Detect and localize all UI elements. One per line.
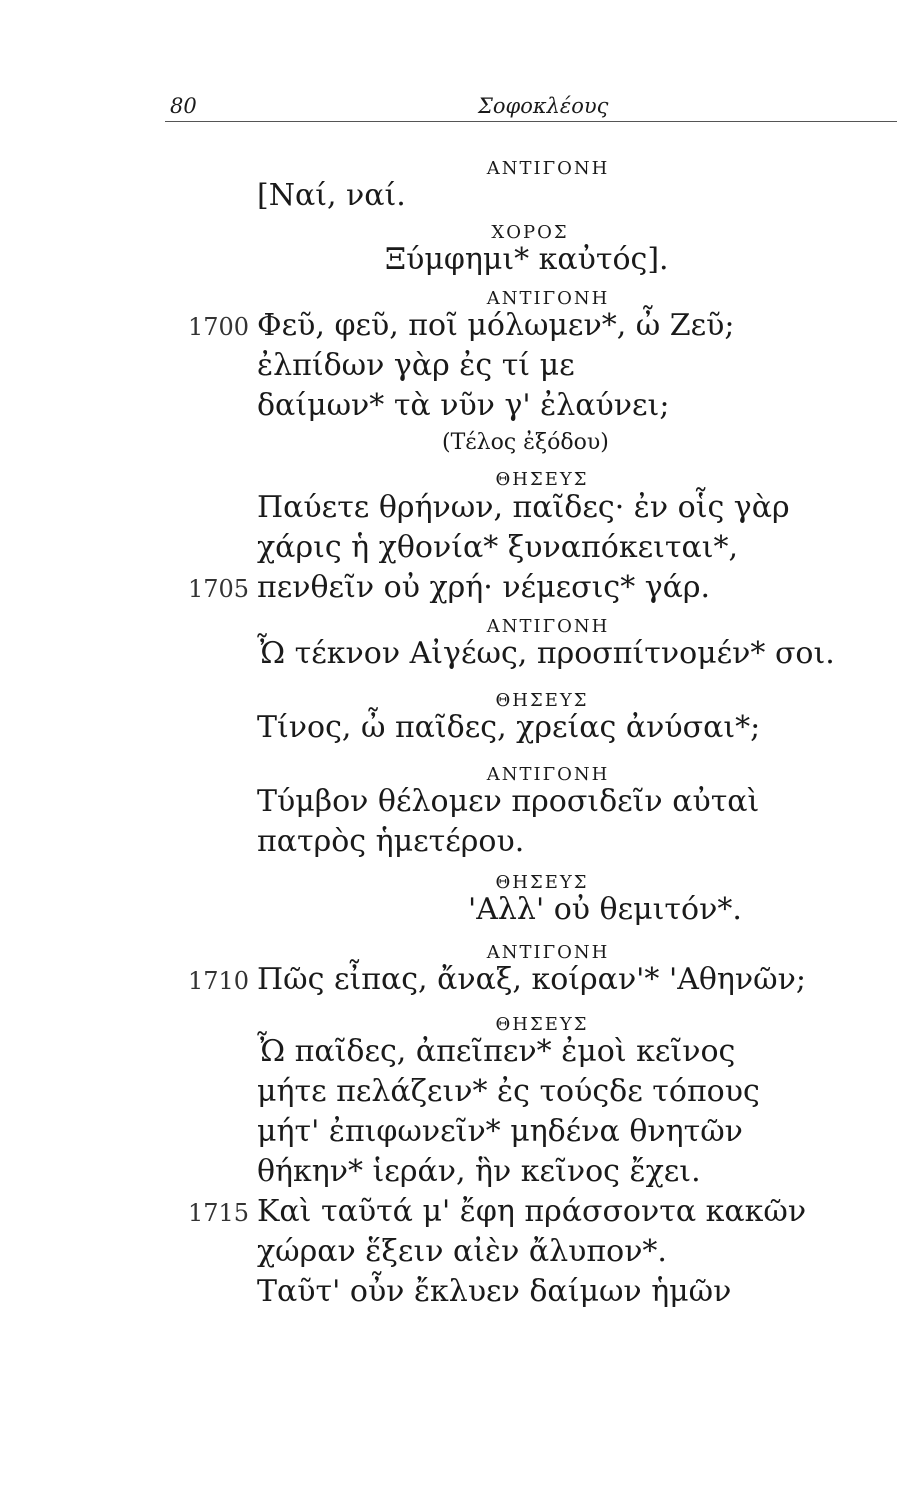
verse-line: μήτε πελάζειν* ἐς τούςδε τόπους bbox=[257, 1074, 760, 1109]
verse-line: Ξύμφημι* καὐτός]. bbox=[385, 242, 669, 277]
speaker-heading: ΑΝΤΙΓΟΝΗ bbox=[486, 158, 610, 179]
line-number: 1715 bbox=[188, 1199, 250, 1227]
speaker-heading: ΑΝΤΙΓΟΝΗ bbox=[486, 288, 610, 309]
stage-direction: (Τέλος ἐξόδου) bbox=[442, 430, 609, 455]
verse-line: Τύμβον θέλομεν προσιδεῖν αὐταὶ bbox=[257, 784, 760, 819]
verse-line: Ταῦτ' οὖν ἔκλυεν δαίμων ἡμῶν bbox=[257, 1274, 732, 1309]
speaker-heading: ΑΝΤΙΓΟΝΗ bbox=[486, 942, 610, 963]
speaker-heading: ΧΟΡΟΣ bbox=[491, 222, 569, 243]
speaker-heading: ΘΗΣΕΥΣ bbox=[495, 1014, 589, 1035]
verse-line: Παύετε θρήνων, παῖδες· ἐν οἷς γὰρ bbox=[257, 490, 790, 525]
verse-line: Φεῦ, φεῦ, ποῖ μόλωμεν*, ὦ Ζεῦ; bbox=[257, 308, 735, 343]
verse-line: [Ναί, ναί. bbox=[257, 178, 406, 213]
speaker-heading: ΘΗΣΕΥΣ bbox=[495, 690, 589, 711]
verse-line: μήτ' ἐπιφωνεῖν* μηδένα θνητῶν bbox=[257, 1114, 743, 1149]
verse-line: Ὦ τέκνον Αἰγέως, προσπίτνομέν* σοι. bbox=[257, 636, 835, 671]
speaker-heading: ΑΝΤΙΓΟΝΗ bbox=[486, 616, 610, 637]
verse-line: χώραν ἕξειν αἰὲν ἄλυπον*. bbox=[257, 1234, 667, 1269]
speaker-heading: ΑΝΤΙΓΟΝΗ bbox=[486, 764, 610, 785]
running-title: Σοφοκλέους bbox=[478, 94, 609, 118]
verse-line: Τίνος, ὦ παῖδες, χρείας ἀνύσαι*; bbox=[257, 710, 761, 745]
verse-line: Καὶ ταῦτά μ' ἔφη πράσσοντα κακῶν bbox=[257, 1194, 807, 1229]
verse-line: θήκην* ἱεράν, ἣν κεῖνος ἔχει. bbox=[257, 1154, 701, 1189]
line-number: 1700 bbox=[188, 313, 250, 341]
speaker-heading: ΘΗΣΕΥΣ bbox=[495, 469, 589, 490]
verse-line: χάρις ἡ χθονία* ξυναπόκειται*, bbox=[257, 530, 739, 565]
verse-line: Πῶς εἶπας, ἄναξ, κοίραν'* 'Αθηνῶν; bbox=[257, 962, 806, 997]
page-number: 80 bbox=[170, 94, 197, 118]
line-number: 1710 bbox=[188, 967, 250, 995]
verse-line: πενθεῖν οὐ χρή· νέμεσις* γάρ. bbox=[257, 570, 711, 605]
verse-line: ἐλπίδων γὰρ ἐς τί με bbox=[257, 348, 575, 383]
verse-line: δαίμων* τὰ νῦν γ' ἐλαύνει; bbox=[257, 388, 670, 423]
verse-line: Ὦ παῖδες, ἀπεῖπεν* ἐμοὶ κεῖνος bbox=[257, 1034, 736, 1069]
verse-line: 'Αλλ' οὐ θεμιτόν*. bbox=[468, 892, 742, 927]
line-number: 1705 bbox=[188, 575, 250, 603]
header-rule bbox=[165, 121, 897, 122]
verse-line: πατρὸς ἡμετέρου. bbox=[257, 824, 525, 859]
speaker-heading: ΘΗΣΕΥΣ bbox=[495, 872, 589, 893]
